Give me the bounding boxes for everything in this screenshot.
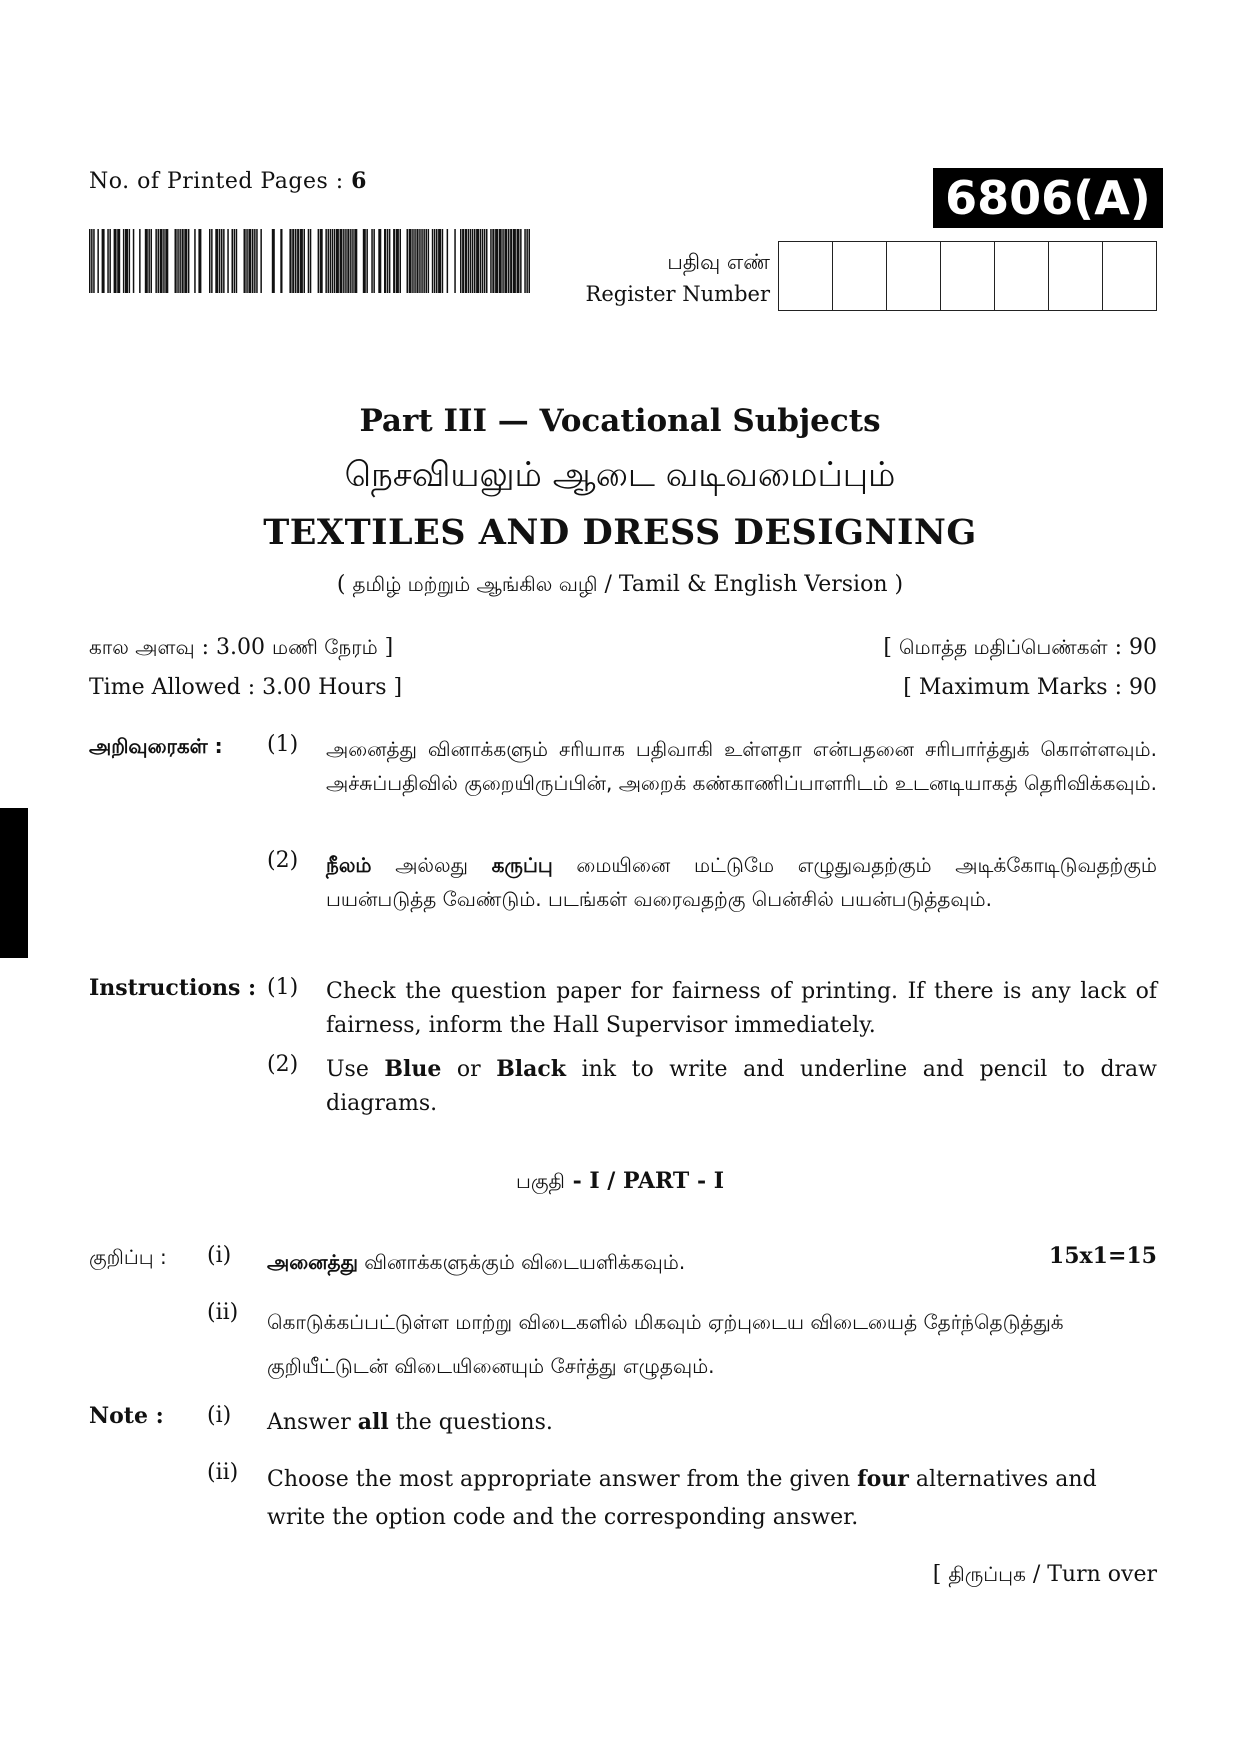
note-tamil-1: அனைத்து வினாக்களுக்கும் விடையளிக்கவும். <box>267 1250 686 1274</box>
register-box[interactable] <box>995 242 1049 310</box>
note-tamil-2: கொடுக்கப்பட்டுள்ள மாற்று விடைகளில் மிகவும் ஏற்புடைய விடையைத் தேர்ந்தெடுத்துக் குறியீட்டுடன் விடையினையும் சேர்த்து எழுதவும். <box>267 1310 1064 1378</box>
subject-title-english: TEXTILES AND DRESS DESIGNING <box>263 512 977 553</box>
instruction-english-2: Use Blue or Black ink to write and underline and pencil to draw diagrams. <box>326 1056 1158 1116</box>
instruction-tamil-1: அனைத்து வினாக்களும் சரியாக பதிவாகி உள்ளதா என்பதனை சரிபார்த்துக் கொள்ளவும். அச்சுப்பதிவில் குறையிருப்பின், அறைக் கண்காணிப்பாளரிடம் உடனடியாகத் தெரிவிக்கவும். <box>326 737 1157 795</box>
side-marker <box>0 808 28 958</box>
register-box[interactable] <box>1103 242 1156 310</box>
instruction-english-1: Check the question paper for fairness of printing. If there is any lack of fairness, inform the Hall Supervisor immediately. <box>326 979 1157 1038</box>
instruction-tamil-2: நீலம் அல்லது கருப்பு மையினை மட்டுமே எழுதுவதற்கும் அடிக்கோடிடுவதற்கும் பயன்படுத்த வேண்டும். படங்கள் வரைவதற்கு பென்சில் பயன்படுத்தவும். <box>326 853 1157 911</box>
max-marks-tamil: [ மொத்த மதிப்பெண்கள் : 90 <box>883 635 1157 660</box>
printed-pages-count: No. of Printed Pages : 6 <box>89 168 367 194</box>
marks-allocation: 15x1=15 <box>1048 1243 1157 1269</box>
register-number-label: பதிவு எண் Register Number <box>585 250 770 306</box>
register-box[interactable] <box>941 242 995 310</box>
max-marks: [ Maximum Marks : 90 <box>903 675 1157 700</box>
part-heading: பகுதி - I / PART - I <box>515 1168 725 1194</box>
time-allowed: Time Allowed : 3.00 Hours ] <box>89 675 403 700</box>
barcode-image <box>89 229 535 293</box>
part-title: Part III — Vocational Subjects <box>359 403 881 439</box>
subject-title-tamil: நெசவியலும் ஆடை வடிவமைப்பும் <box>344 455 896 495</box>
time-marks-english <box>89 675 1157 700</box>
register-box[interactable] <box>779 242 833 310</box>
register-box[interactable] <box>833 242 887 310</box>
note-english-2: Choose the most appropriate answer from the given four alternatives and write the option code and the corresponding answer. <box>267 1466 1097 1530</box>
note-english-1: Answer all the questions. <box>267 1409 553 1435</box>
version-line: ( தமிழ் மற்றும் ஆங்கில வழி / Tamil & English Version ) <box>336 572 904 597</box>
turn-over-note: [ திருப்புக / Turn over <box>932 1562 1157 1587</box>
paper-code: 6806(A) <box>933 168 1163 228</box>
time-marks-tamil <box>89 635 1157 662</box>
register-number-boxes[interactable] <box>778 241 1157 311</box>
register-box[interactable] <box>1049 242 1103 310</box>
time-allowed-tamil: கால அளவு : 3.00 மணி நேரம் ] <box>89 635 394 660</box>
register-box[interactable] <box>887 242 941 310</box>
